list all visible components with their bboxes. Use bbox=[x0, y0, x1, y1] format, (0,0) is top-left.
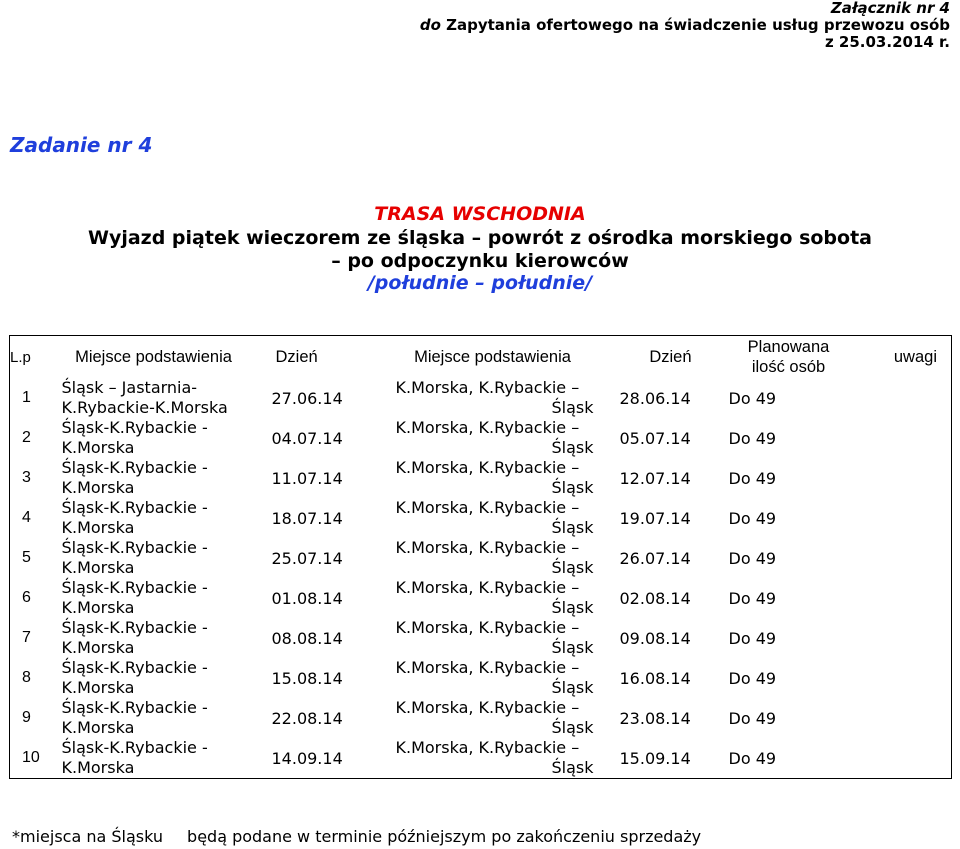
row-miejsce-podstawienia-1 bbox=[56, 658, 252, 698]
row-dzien-2: 12.07.14 bbox=[619, 468, 691, 488]
row-uwagi bbox=[852, 618, 952, 658]
row-miejsce-2-line2: Śląsk bbox=[551, 638, 594, 657]
row-miejsce-podstawienia-2 bbox=[388, 498, 598, 538]
row-miejsce-podstawienia-2 bbox=[388, 578, 598, 618]
row-miejsce-1-line1: Śląsk-K.Rybackie - bbox=[61, 738, 208, 757]
row-dzien-2: 02.08.14 bbox=[619, 588, 691, 608]
row-uwagi bbox=[852, 738, 952, 779]
header-miejsce-podstawienia-1: Miejsce podstawienia bbox=[56, 336, 252, 379]
table-row bbox=[10, 698, 952, 738]
row-miejsce-podstawienia-1 bbox=[56, 498, 252, 538]
row-uwagi bbox=[852, 378, 952, 418]
table-header-row bbox=[10, 336, 952, 379]
row-uwagi bbox=[852, 698, 952, 738]
row-miejsce-2-line1: K.Morska, K.Rybackie – bbox=[395, 738, 580, 757]
row-miejsce-2-line1: K.Morska, K.Rybackie – bbox=[395, 498, 580, 517]
table-row bbox=[10, 418, 952, 458]
row-dzien-1: 15.08.14 bbox=[271, 668, 343, 688]
row-miejsce-1-line1: Śląsk-K.Rybackie - bbox=[61, 498, 208, 517]
attachment-reference-prefix: do bbox=[419, 16, 441, 34]
row-dzien-2: 26.07.14 bbox=[619, 548, 691, 568]
row-miejsce-1-line1: Śląsk-K.Rybackie - bbox=[61, 698, 208, 717]
row-planowana-ilosc: Do 49 bbox=[728, 628, 777, 648]
row-lp: 6 bbox=[10, 578, 56, 618]
row-miejsce-1-line2: K.Rybackie-K.Morska bbox=[61, 398, 228, 417]
attachment-header bbox=[420, 0, 950, 51]
row-dzien-1: 11.07.14 bbox=[271, 468, 343, 488]
route-title: TRASA WSCHODNIA bbox=[374, 203, 586, 225]
row-miejsce-1-line2: K.Morska bbox=[61, 638, 135, 657]
header-uwagi: uwagi bbox=[852, 336, 952, 379]
footnote-part1: *miejsca na Śląsku bbox=[12, 827, 164, 846]
table-row bbox=[10, 458, 952, 498]
row-dzien-2: 19.07.14 bbox=[619, 508, 691, 528]
table-row bbox=[10, 658, 952, 698]
row-planowana-ilosc: Do 49 bbox=[728, 428, 777, 448]
row-lp: 8 bbox=[10, 658, 56, 698]
row-miejsce-2-line2: Śląsk bbox=[551, 758, 594, 777]
row-miejsce-2-line1: K.Morska, K.Rybackie – bbox=[395, 658, 580, 677]
row-miejsce-1-line2: K.Morska bbox=[61, 438, 135, 457]
header-planowana-ilosc bbox=[726, 336, 852, 379]
row-miejsce-podstawienia-1 bbox=[56, 578, 252, 618]
row-miejsce-1-line2: K.Morska bbox=[61, 518, 135, 537]
row-dzien-1: 01.08.14 bbox=[271, 588, 343, 608]
row-miejsce-1-line1: Śląsk-K.Rybackie - bbox=[61, 418, 208, 437]
row-planowana-ilosc: Do 49 bbox=[728, 548, 777, 568]
row-miejsce-podstawienia-2 bbox=[388, 738, 598, 779]
row-planowana-ilosc: Do 49 bbox=[728, 588, 777, 608]
row-miejsce-podstawienia-1 bbox=[56, 618, 252, 658]
row-miejsce-1-line2: K.Morska bbox=[61, 478, 135, 497]
table-row bbox=[10, 538, 952, 578]
row-miejsce-1-line1: Śląsk-K.Rybackie - bbox=[61, 458, 208, 477]
row-uwagi bbox=[852, 418, 952, 458]
footnote bbox=[12, 827, 701, 846]
row-miejsce-2-line1: K.Morska, K.Rybackie – bbox=[395, 378, 580, 397]
row-miejsce-1-line2: K.Morska bbox=[61, 558, 135, 577]
row-lp: 7 bbox=[10, 618, 56, 658]
attachment-number: Załącznik nr 4 bbox=[830, 0, 950, 17]
attachment-date: z 25.03.2014 r. bbox=[824, 33, 950, 51]
row-miejsce-1-line1: Śląsk – Jastarnia- bbox=[61, 378, 198, 397]
row-miejsce-2-line1: K.Morska, K.Rybackie – bbox=[395, 578, 580, 597]
row-lp: 10 bbox=[10, 738, 56, 779]
route-description-line2: – po odpoczynku kierowców bbox=[331, 250, 629, 272]
row-miejsce-1-line1: Śląsk-K.Rybackie - bbox=[61, 538, 208, 557]
row-miejsce-podstawienia-1 bbox=[56, 738, 252, 779]
row-planowana-ilosc: Do 49 bbox=[728, 668, 777, 688]
row-miejsce-2-line2: Śląsk bbox=[551, 678, 594, 697]
row-miejsce-podstawienia-1 bbox=[56, 418, 252, 458]
row-dzien-1: 27.06.14 bbox=[271, 388, 343, 408]
row-dzien-1: 04.07.14 bbox=[271, 428, 343, 448]
row-planowana-ilosc: Do 49 bbox=[728, 468, 777, 488]
footnote-part2: będą podane w terminie późniejszym po zakończeniu sprzedaży bbox=[187, 827, 702, 846]
row-dzien-1: 22.08.14 bbox=[271, 708, 343, 728]
attachment-reference-text: Zapytania ofertowego na świadczenie usług przewozu osób bbox=[446, 16, 950, 34]
row-lp: 2 bbox=[10, 418, 56, 458]
row-dzien-2: 23.08.14 bbox=[619, 708, 691, 728]
attachment-reference bbox=[420, 17, 950, 34]
row-dzien-2: 16.08.14 bbox=[619, 668, 691, 688]
row-planowana-ilosc: Do 49 bbox=[728, 708, 777, 728]
row-uwagi bbox=[852, 658, 952, 698]
row-lp: 9 bbox=[10, 698, 56, 738]
row-miejsce-podstawienia-2 bbox=[388, 618, 598, 658]
row-miejsce-2-line2: Śląsk bbox=[551, 518, 594, 537]
row-miejsce-1-line1: Śląsk-K.Rybackie - bbox=[61, 618, 208, 637]
row-miejsce-1-line1: Śląsk-K.Rybackie - bbox=[61, 658, 208, 677]
row-miejsce-2-line1: K.Morska, K.Rybackie – bbox=[395, 418, 580, 437]
row-miejsce-1-line2: K.Morska bbox=[61, 678, 135, 697]
row-planowana-ilosc: Do 49 bbox=[728, 388, 777, 408]
table-row bbox=[10, 618, 952, 658]
table-row bbox=[10, 378, 952, 418]
row-dzien-2: 05.07.14 bbox=[619, 428, 691, 448]
row-miejsce-podstawienia-1 bbox=[56, 698, 252, 738]
row-miejsce-2-line2: Śląsk bbox=[551, 558, 594, 577]
row-miejsce-2-line2: Śląsk bbox=[551, 598, 594, 617]
row-miejsce-2-line1: K.Morska, K.Rybackie – bbox=[395, 698, 580, 717]
row-miejsce-2-line2: Śląsk bbox=[551, 438, 594, 457]
row-miejsce-podstawienia-2 bbox=[388, 418, 598, 458]
row-uwagi bbox=[852, 498, 952, 538]
row-miejsce-podstawienia-2 bbox=[388, 378, 598, 418]
row-lp: 5 bbox=[10, 538, 56, 578]
row-miejsce-podstawienia-1 bbox=[56, 378, 252, 418]
row-dzien-1: 14.09.14 bbox=[252, 738, 388, 779]
row-miejsce-podstawienia-2 bbox=[388, 658, 598, 698]
row-dzien-1: 25.07.14 bbox=[271, 548, 343, 568]
table-row bbox=[10, 498, 952, 538]
row-miejsce-podstawienia-2 bbox=[388, 538, 598, 578]
schedule-table bbox=[9, 335, 952, 779]
row-miejsce-podstawienia-1 bbox=[56, 458, 252, 498]
route-description-line1: Wyjazd piątek wieczorem ze śląska – powrót z ośrodka morskiego sobota bbox=[87, 227, 872, 249]
row-dzien-2: 28.06.14 bbox=[619, 388, 691, 408]
row-miejsce-podstawienia-2 bbox=[388, 698, 598, 738]
route-description-line3: /południe – południe/ bbox=[367, 272, 593, 294]
row-uwagi bbox=[852, 578, 952, 618]
header-miejsce-podstawienia-2: Miejsce podstawienia bbox=[388, 336, 598, 379]
row-miejsce-podstawienia-1 bbox=[56, 538, 252, 578]
row-dzien-1: 08.08.14 bbox=[271, 628, 343, 648]
row-uwagi bbox=[852, 538, 952, 578]
row-dzien-2: 15.09.14 bbox=[598, 738, 726, 779]
row-miejsce-1-line1: Śląsk-K.Rybackie - bbox=[61, 578, 208, 597]
table-row bbox=[10, 738, 952, 779]
row-miejsce-2-line1: K.Morska, K.Rybackie – bbox=[395, 618, 580, 637]
header-planowana-line1: Planowana bbox=[747, 338, 830, 356]
row-miejsce-1-line2: K.Morska bbox=[61, 718, 135, 737]
header-lp: L.p bbox=[10, 336, 56, 379]
row-miejsce-2-line2: Śląsk bbox=[551, 718, 594, 737]
row-lp: 4 bbox=[10, 498, 56, 538]
row-miejsce-2-line1: K.Morska, K.Rybackie – bbox=[395, 458, 580, 477]
header-planowana-line2: ilość osób bbox=[751, 358, 826, 376]
header-dzien-2: Dzień bbox=[598, 336, 726, 379]
row-miejsce-1-line2: K.Morska bbox=[61, 598, 135, 617]
table-row bbox=[10, 578, 952, 618]
row-planowana-ilosc: Do 49 bbox=[728, 508, 777, 528]
row-lp: 1 bbox=[10, 378, 56, 418]
row-miejsce-podstawienia-2 bbox=[388, 458, 598, 498]
header-dzien-1: Dzień bbox=[252, 336, 388, 379]
row-dzien-1: 18.07.14 bbox=[271, 508, 343, 528]
row-lp: 3 bbox=[10, 458, 56, 498]
row-planowana-ilosc: Do 49 bbox=[726, 738, 852, 779]
row-uwagi bbox=[852, 458, 952, 498]
row-miejsce-2-line2: Śląsk bbox=[551, 478, 594, 497]
row-miejsce-1-line2: K.Morska bbox=[61, 758, 135, 777]
task-title: Zadanie nr 4 bbox=[10, 133, 153, 157]
row-miejsce-2-line2: Śląsk bbox=[551, 398, 594, 417]
row-miejsce-2-line1: K.Morska, K.Rybackie – bbox=[395, 538, 580, 557]
row-dzien-2: 09.08.14 bbox=[619, 628, 691, 648]
